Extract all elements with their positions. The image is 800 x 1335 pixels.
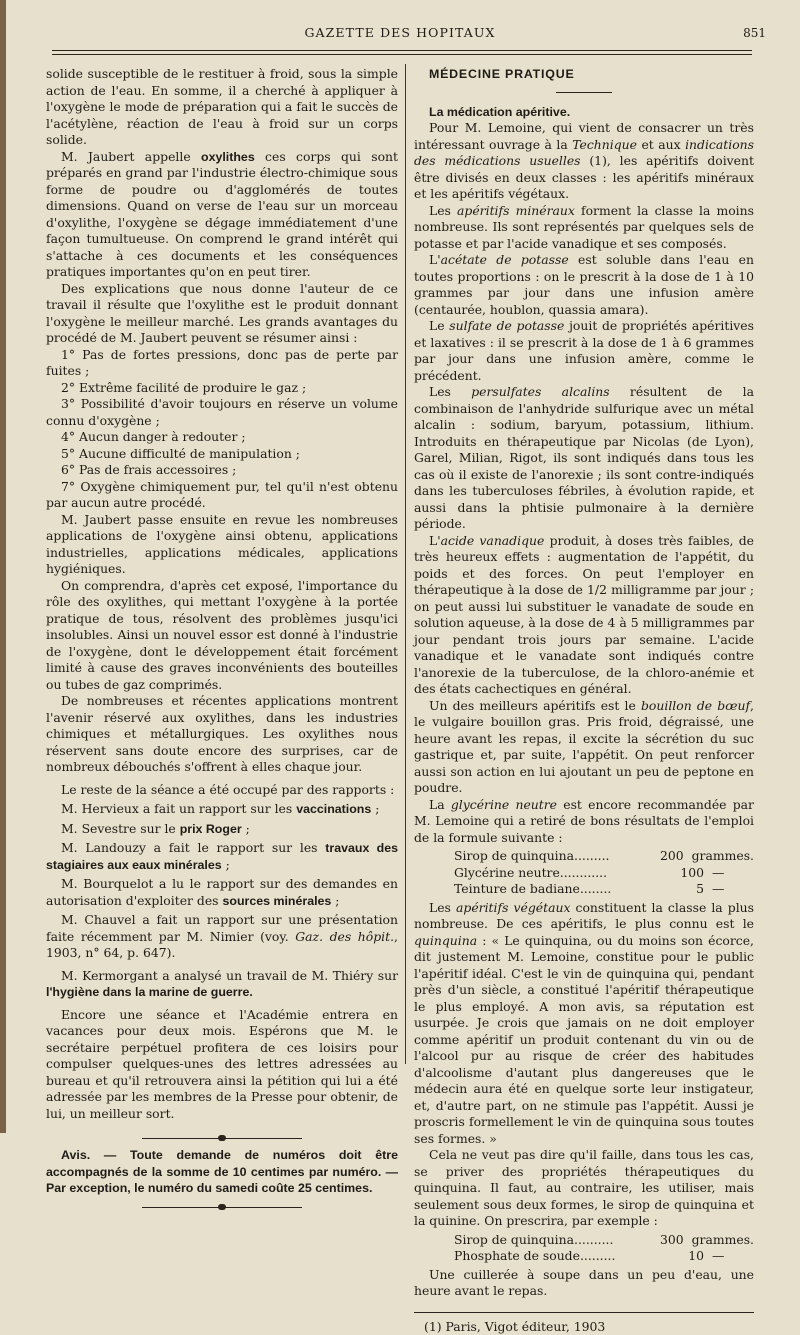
page-number: 851 — [743, 26, 766, 40]
list-item: 5° Aucune difficulté de manipulation ; — [46, 446, 398, 463]
recipe-quinquina — [414, 1232, 754, 1265]
paragraph: M. Jaubert passe ensuite en revue les nombreuses applications de l'oxygène ainsi obtenu, applications industrielles, applications médicales, applications hygiéniques. — [46, 512, 398, 578]
article-title: La médication apéritive. — [414, 104, 754, 121]
recipe-row: Sirop de quinquina.......... 300 grammes. — [414, 1232, 754, 1249]
report-item: M. Sevestre sur le prix Roger ; — [46, 821, 398, 838]
footnote-rule — [414, 1312, 754, 1313]
list-item: 7° Oxygène chimiquement pur, tel qu'il n'est obtenu par aucun autre procédé. — [46, 479, 398, 512]
list-item: 3° Possibilité d'avoir toujours en réserve un volume connu d'oxygène ; — [46, 396, 398, 429]
report-item: M. Kermorgant a analysé un travail de M. Thiéry sur l'hygiène dans la marine de guerre. — [46, 968, 398, 1001]
list-item: 2° Extrême facilité de produire le gaz ; — [46, 380, 398, 397]
ornament-rule — [142, 1138, 302, 1139]
list-item: 4° Aucun danger à redouter ; — [46, 429, 398, 446]
report-item: M. Landouzy a fait le rapport sur les travaux des stagiaires aux eaux minérales ; — [46, 840, 398, 873]
paragraph: Les apéritifs minéraux forment la classe la moins nombreuse. Ils sont représentés par quelques sels de potasse et par l'acide vanadique et ses composés. — [414, 203, 754, 253]
paragraph: solide susceptible de le restituer à froid, sous la simple action de l'eau. En somme, il a cherché à appliquer à l'oxygène le mode de préparation qui a fait le succès de l'acétylène, réaction de l'eau à froid sur un corps solide. — [46, 66, 398, 149]
paragraph: De nombreuses et récentes applications montrent l'avenir réservé aux oxylithes, dans les industries chimiques et métallurgiques. Les oxylithes nous réservent sans doute encore des surprises, car de nombreux débouchés s'offrent à elles chaque jour. — [46, 693, 398, 776]
report-item: M. Hervieux a fait un rapport sur les vaccinations ; — [46, 801, 398, 818]
recipe-row: Teinture de badiane........ 5 — — [414, 881, 754, 898]
footnote: (1) Paris, Vigot éditeur, 1903 — [414, 1319, 754, 1335]
paragraph: Pour M. Lemoine, qui vient de consacrer un très intéressant ouvrage à la Technique et aux indications des médications usuelles (1), les apéritifs doivent être divisés en deux classes : les apéritifs minéraux et les apéritifs végétaux. — [414, 120, 754, 203]
paragraph: Cela ne veut pas dire qu'il faille, dans tous les cas, se priver des propriétés thérapeutiques du quinquina. Il faut, au contraire, les utiliser, mais seulement sous deux formes, le sirop de quinquina et la quinine. On prescrira, par exemple : — [414, 1147, 754, 1230]
section-title: MÉDECINE PRATIQUE — [414, 66, 754, 83]
recipe-row: Phosphate de soude......... 10 — — [414, 1248, 754, 1265]
paragraph: Le sulfate de potasse jouit de propriétés apéritives et laxatives : il se prescrit à la dose de 1 à 6 grammes par jour dans une infusion amère, comme le précédent. — [414, 318, 754, 384]
running-title: GAZETTE DES HOPITAUX — [0, 25, 800, 40]
term-oxylithes: oxylithes — [201, 150, 255, 164]
column-divider — [405, 64, 406, 1064]
recipe-glycerine — [414, 848, 754, 898]
paragraph: Des explications que nous donne l'auteur de ce travail il résulte que l'oxylithe est le produit donnant l'oxygène le meilleur marché. Les grands avantages du procédé de M. Jaubert peuvent se résumer ainsi : — [46, 281, 398, 347]
recipe-row: Glycérine neutre............ 100 — — [414, 865, 754, 882]
paragraph: Les apéritifs végétaux constituent la classe la plus nombreuse. De ces apéritifs, le plus connu est le quinquina : « Le quinquina, ou du moins son écorce, dit justement M. Lemoine, constitue pour le public l'apéritif idéal. C'est le vin de quinquina qui, pendant près d'un siècle, a constitué l'apéritif thérapeutique le plus employé. A mon avis, sa réputation est usurpée. Je crois que jamais on ne doit employer comme apéritif un produit contenant du vin ou de l'alcool pur au risque de créer des habitudes d'alcoolisme d'autant plus dangereuses que le médecin aura été en quelque sorte leur instigateur, et, d'autre part, on ne stimule pas l'appétit. Aussi je proscris formellement le vin de quinquina sous toutes ses formes. » — [414, 900, 754, 1148]
list-item: 6° Pas de frais accessoires ; — [46, 462, 398, 479]
ornament-rule — [142, 1207, 302, 1208]
paragraph: M. Jaubert appelle oxylithes ces corps qui sont préparés en grand par l'industrie électro-chimique sous forme de poudre ou d'agglomérés de toutes dimensions. Quand on verse de l'eau sur un morceau d'oxylithe, l'oxygène se dégage immédiatement d'une façon tumultueuse. On comprend le grand intérêt qui s'attache à ces documents et les conséquences pratiques importantes qu'on en peut tirer. — [46, 149, 398, 281]
header-rule-top — [52, 50, 752, 51]
paragraph: Encore une séance et l'Académie entrera en vacances pour deux mois. Espérons que M. le secrétaire perpétuel profitera de ces loisirs pour compulser quelques-unes des lettres adressées au bureau et qu'il retrouvera ainsi la pétition qui lui a été adressée par les membres de la Presse pour obtenir, de lui, un meilleur sort. — [46, 1007, 398, 1123]
paragraph: La glycérine neutre est encore recommandée par M. Lemoine qui a retiré de bons résultats de l'emploi de la formule suivante : — [414, 797, 754, 847]
left-column — [46, 66, 398, 1216]
recipe-row: Sirop de quinquina......... 200 grammes. — [414, 848, 754, 865]
page-header — [0, 25, 800, 45]
report-item: M. Chauvel a fait un rapport sur une présentation faite récemment par M. Nimier (voy. Gaz. des hôpit., 1903, n° 64, p. 647). — [46, 912, 398, 962]
section-rule — [556, 92, 612, 93]
page-binding-edge — [0, 0, 6, 1133]
paragraph: Un des meilleurs apéritifs est le bouillon de bœuf, le vulgaire bouillon gras. Pris froid, dégraissé, une heure avant les repas, il excite la sécrétion du suc gastrique et, par suite, l'appétit. On peut renforcer aussi son action en lui ajoutant un peu de peptone en poudre. — [414, 698, 754, 797]
header-rule-bottom — [52, 54, 752, 55]
right-column — [414, 66, 754, 1335]
paragraph: Le reste de la séance a été occupé par des rapports : — [46, 782, 398, 799]
paragraph: L'acide vanadique produit, à doses très faibles, de très heureux effets : augmentation de l'appétit, du poids et des forces. On peut l'employer en thérapeutique à la dose de 1/2 milligramme par jour ; on peut aussi lui substituer le vanadate de soude en solution aqueuse, à la dose de 4 à 5 milligrammes par jour pendant trois jours par semaine. L'acide vanadique et le vanadate sont indiqués contre l'anorexie de la tuberculose, de la chloro-anémie et des états cachectiques en général. — [414, 533, 754, 698]
paragraph: Les persulfates alcalins résultent de la combinaison de l'anhydride sulfurique avec un métal alcalin : sodium, baryum, potassium, lithium. Introduits en thérapeutique par Nicolas (de Lyon), Garel, Milian, Rigot, ils sont indiqués dans tous les cas où il existe de l'anorexie ; ils sont contre-indiqués dans les tuberculoses fébriles, à évolution rapide, et aussi dans la phtisie pulmonaire à la dernière période. — [414, 384, 754, 533]
notice-avis: Avis. — Toute demande de numéros doit être accompagnés de la somme de 10 centimes par numéro. — Par exception, le numéro du samedi coûte 25 centimes. — [46, 1147, 398, 1197]
paragraph: On comprendra, d'après cet exposé, l'importance du rôle des oxylithes, qui mettant l'oxygène à la portée pratique de tous, résolvent des problèmes jusqu'ici insolubles. Ainsi un nouvel essor est donné à l'industrie de l'oxygène, dont le développement était forcément limité à cause des graves inconvénients des bouteilles ou tubes de gaz comprimés. — [46, 578, 398, 694]
report-item: M. Bourquelot a lu le rapport sur des demandes en autorisation d'exploiter des sources minérales ; — [46, 876, 398, 909]
paragraph: L'acétate de potasse est soluble dans l'eau en toutes proportions : on le prescrit à la dose de 1 à 10 grammes par jour dans une infusion amère (centaurée, houblon, quassia amara). — [414, 252, 754, 318]
list-item: 1° Pas de fortes pressions, donc pas de perte par fuites ; — [46, 347, 398, 380]
paragraph: Une cuillerée à soupe dans un peu d'eau, une heure avant le repas. — [414, 1267, 754, 1300]
